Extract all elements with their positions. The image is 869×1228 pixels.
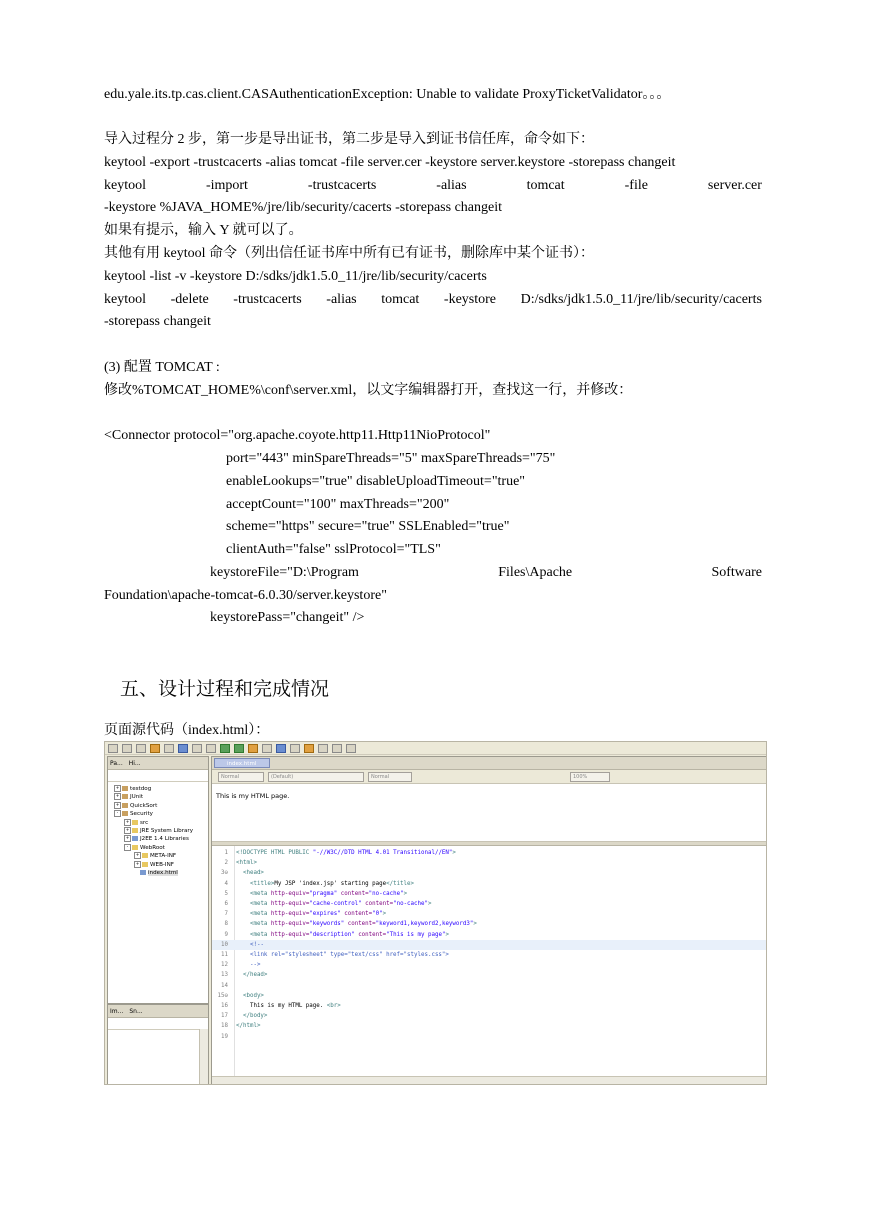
design-preview: This is my HTML page. [212,784,767,842]
delete-cmd-word: tomcat [381,292,420,307]
tree-item[interactable] [108,844,208,852]
code-text: </html> [236,1023,261,1030]
code-line [212,960,767,970]
image-viewer-toolbar [108,1018,208,1030]
explorer-tabs [108,757,208,770]
code-text: --> [249,962,261,969]
line-number: 1 [224,850,228,856]
external-tools-icon[interactable] [248,744,258,753]
tool-icon[interactable] [290,744,300,753]
ide-toolbar [105,742,767,755]
code-text: <head> [242,870,264,877]
code-line [212,879,767,889]
code-line [212,970,767,980]
import-cmd-word: -file [624,178,648,193]
project-icon [122,786,128,791]
tree-item-label: index.html [148,869,178,876]
tab-image-viewer[interactable]: Im... [110,1007,124,1015]
section-heading: 五、设计过程和完成情况 [120,678,330,700]
deploy-icon[interactable] [178,744,188,753]
tree-item[interactable] [108,819,208,827]
code-line [212,919,767,929]
tool-icon[interactable] [318,744,328,753]
code-text: </body> [242,1013,268,1020]
line-number: 12 [221,962,228,969]
import-cmd-word: keytool [104,178,146,193]
file-icon [140,870,146,875]
delete-cmd-word: keytool [104,292,146,307]
image-viewer-view [107,1004,209,1085]
line-number: 6 [224,901,228,907]
line-number: 13 [221,972,228,979]
connector-attr-line: acceptCount="100" maxThreads="200" [226,497,450,512]
code-text: <meta http-equiv="expires" content="0"> [249,911,387,918]
tree-item[interactable] [108,827,208,835]
html-editor [211,756,767,1085]
delete-command [104,291,762,309]
paragraph-style-select[interactable]: Normal [218,772,264,782]
line-number: 16 [221,1003,228,1009]
tree-toggle-icon[interactable]: - [114,810,121,817]
code-line [212,930,767,940]
code-line [212,899,767,909]
import-intro: 导入过程分 2 步，第一步是导出证书，第二步是导入到证书信任库，命令如下： [104,132,594,147]
editor-horizontal-scrollbar[interactable] [212,1076,767,1085]
other-commands-intro: 其他有用 keytool 命令（列出信任证书库中所有已有证书，删除库中某个证书）： [104,246,594,261]
file-icon [132,836,138,841]
tree-item-label: Security [130,811,153,818]
delete-cmd-word: -alias [326,292,357,307]
project-icon [122,811,128,816]
tree-item-label: testdog [130,786,152,792]
debug-icon[interactable] [220,744,230,753]
line-number: 2 [224,860,228,867]
code-text: <meta http-equiv="pragma" content="no-cache"> [249,890,408,897]
line-number: 18 [221,1023,228,1030]
tree-toggle-icon[interactable]: + [135,852,140,858]
code-line [212,1021,767,1031]
folder-icon [132,845,138,850]
line-number: 3⊖ [221,870,228,877]
font-select[interactable]: (Default) [268,772,364,782]
step3-title: (3) 配置 TOMCAT : [104,360,220,375]
tool-icon[interactable] [262,744,272,753]
tree-item[interactable] [108,793,208,801]
import-command-cont: -keystore %JAVA_HOME%/jre/lib/security/cacerts -storepass changeit [104,200,502,215]
tree-item[interactable] [108,802,208,810]
editor-tab-bar [212,757,767,770]
tree-item-label: JUnit [130,794,144,801]
format-toolbar [212,770,767,784]
code-text: <!-- [249,941,264,948]
line-number: 11 [221,952,228,958]
connector-attr-line: scheme="https" secure="true" SSLEnabled="true" [226,519,510,534]
connector-attr-line: port="443" minSpareThreads="5" maxSpareThreads="75" [226,451,556,466]
line-number: 5 [224,890,228,897]
code-line [212,981,767,991]
zoom-select[interactable]: 100% [570,772,610,782]
package-explorer-view [107,756,209,1004]
tree-item[interactable] [108,852,208,860]
tab-snippets[interactable]: Sn... [129,1007,143,1015]
import-cmd-word: -trustcacerts [307,178,377,193]
delete-cmd-word: -delete [170,292,209,307]
tree-item[interactable] [108,835,208,843]
save-icon[interactable] [122,744,132,753]
tree-toggle-icon[interactable] [134,870,139,875]
code-text: This is my HTML page. <br> [249,1003,341,1009]
line-number: 17 [221,1013,228,1020]
code-line [212,889,767,899]
connector-line: <Connector protocol="org.apache.coyote.http11.Http11NioProtocol" [104,428,491,443]
tree-item-label: WEB-INF [150,861,174,868]
project-icon [122,803,128,808]
folder-icon [132,828,138,833]
code-text: <html> [236,860,257,867]
tree-item-label: META-INF [150,853,177,860]
code-text: <meta http-equiv="keywords" content="keyword1,keyword2,keyword3"> [249,921,477,928]
open-icon[interactable] [150,744,160,753]
delete-cmd-word: -keystore [443,292,497,307]
ide-screenshot [104,741,767,1085]
image-viewer-scrollbar[interactable] [199,1029,208,1085]
line-number: 4 [224,880,228,887]
export-command: keytool -export -trustcacerts -alias tomcat -file server.cer -keystore server.keystore -storepass changeit [104,155,676,170]
search-icon[interactable] [304,744,314,753]
tool-icon[interactable] [276,744,286,753]
tool-icon[interactable] [164,744,174,753]
source-code-pane[interactable] [212,846,767,1076]
connector-attr-line: enableLookups="true" disableUploadTimeout="true" [226,474,526,489]
exception-line: edu.yale.its.tp.cas.client.CASAuthenticationException: Unable to validate ProxyTicketValidator。。。 [104,87,671,102]
project-icon [122,794,128,799]
run-icon[interactable] [234,744,244,753]
code-text: <meta http-equiv="description" content="This is my page"> [249,931,449,938]
back-icon[interactable] [332,744,342,753]
import-cmd-word: tomcat [526,178,565,193]
print-icon[interactable] [136,744,146,753]
line-number: 14 [221,982,228,989]
code-line [212,868,767,878]
editor-tab-index-html[interactable]: index.html [214,758,270,768]
tree-toggle-icon[interactable]: + [125,826,130,832]
code-line [212,950,767,960]
tool-icon[interactable] [192,744,202,753]
keystore-word: Software [711,565,762,580]
line-number: 8 [224,921,228,928]
connector-attr-line: clientAuth="false" sslProtocol="TLS" [226,542,441,557]
tree-item[interactable] [108,785,208,793]
prompt-note: 如果有提示，输入 Y 就可以了。 [104,223,303,238]
tree-item-label: WebRoot [140,844,165,851]
size-select[interactable]: Normal [368,772,412,782]
tree-toggle-icon[interactable]: + [115,793,120,799]
code-line [212,991,767,1001]
folder-icon [142,853,148,858]
line-number: 7 [224,911,228,918]
import-cmd-word: -alias [436,178,467,193]
code-line [212,858,767,868]
code-text: <!DOCTYPE HTML PUBLIC "-//W3C//DTD HTML 4.01 Transitional//EN"> [236,850,456,856]
tree-toggle-icon[interactable]: + [115,801,120,807]
tree-item-label: QuickSort [130,802,158,809]
keystore-pass-line: keystorePass="changeit" /> [210,610,365,625]
tree-item-label: src [140,819,149,826]
tab-hierarchy[interactable]: Hi... [128,759,141,767]
code-text: <title>My JSP 'index.jsp' starting page</title> [249,880,415,887]
code-text: <link rel="stylesheet" type="text/css" href="styles.css"> [249,952,449,958]
folder-icon [132,820,138,825]
line-number: 15⊖ [217,992,228,999]
tree-toggle-icon[interactable]: + [135,860,140,866]
line-number: 10 [221,941,228,948]
list-command: keytool -list -v -keystore D:/sdks/jdk1.5.0_11/jre/lib/security/cacerts [104,269,487,284]
code-text: <body> [242,992,264,999]
code-line [212,1032,767,1042]
import-command [104,177,762,195]
new-icon[interactable] [108,744,118,753]
code-line [212,940,767,950]
tree-item-label: JRE System Library [140,827,194,834]
delete-command-cont: -storepass changeit [104,314,211,329]
code-line [212,909,767,919]
tree-toggle-icon[interactable]: + [115,785,120,790]
tree-item[interactable] [108,861,208,869]
tree-item[interactable] [108,869,208,877]
code-text: </head> [242,972,268,979]
bottom-view-tabs [108,1005,208,1018]
source-code-label: 页面源代码（index.html）： [104,723,270,738]
line-number: 9 [224,931,228,938]
tree-item-label: J2EE 1.4 Libraries [140,836,189,843]
tool-icon[interactable] [206,744,216,753]
tree-toggle-icon[interactable]: - [124,844,131,851]
tree-item[interactable] [108,810,208,818]
folder-icon [142,862,148,867]
line-number: 19 [221,1033,228,1040]
explorer-toolbar [108,770,208,782]
project-tree [108,782,208,877]
import-cmd-word: -import [205,178,248,193]
code-text: <meta http-equiv="cache-control" content="no-cache"> [249,901,432,907]
code-line [212,848,767,858]
tab-package-explorer[interactable]: Pa... [110,759,123,767]
keystore-word: keystoreFile="D:\Program [210,565,359,580]
keystore-file-line [210,564,762,582]
delete-cmd-word: D:/sdks/jdk1.5.0_11/jre/lib/security/cacerts [520,292,762,307]
keystore-file-cont: Foundation\apache-tomcat-6.0.30/server.keystore" [104,588,387,603]
code-line [212,1011,767,1021]
modify-instruction: 修改%TOMCAT_HOME%\conf\server.xml，以文字编辑器打开，查找这一行，并修改： [104,383,633,398]
tree-toggle-icon[interactable]: + [125,818,130,824]
forward-icon[interactable] [346,744,356,753]
code-line [212,1001,767,1011]
tree-toggle-icon[interactable]: + [125,835,130,841]
delete-cmd-word: -trustcacerts [233,292,302,307]
import-cmd-word: server.cer [707,178,762,193]
keystore-word: Files\Apache [498,565,573,580]
